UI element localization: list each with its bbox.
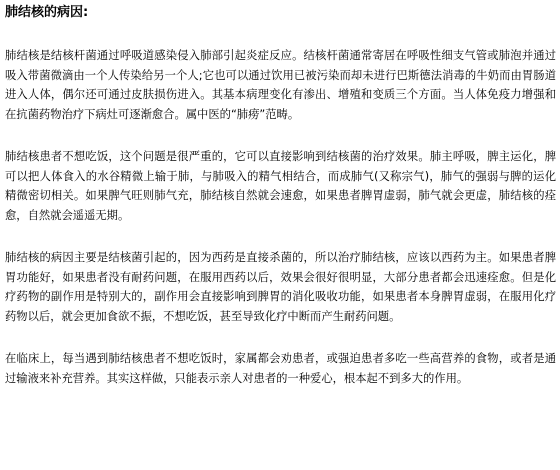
paragraph-clinical-practice: 在临床上，每当遇到肺结核患者不想吃饭时，家属都会劝患者，或强迫患者多吃一些高营养的食物，或者是通过输液来补充营养。其实这样做，只能表示亲人对患者的一种爱心，根本起不到多大的作用。	[5, 352, 556, 385]
paragraph-cause-overview: 肺结核是结核杆菌通过呼吸道感染侵入肺部引起炎症反应。结核杆菌通常寄居在呼吸性细支气管或肺泡并通过吸入带菌微滴由一个人传染给另一个人;它也可以通过饮用已被污染而却未进行巴斯德法消毒的牛奶而由胃肠道进入人体，偶尔还可通过皮肤损伤进入。其基本病理变化有渗出、增殖和变质三个方面。当人体免疫力增强和在抗菌药物治疗下病灶可逐渐愈合。属中医的“肺痨”范畴。	[5, 49, 556, 121]
paragraph-appetite-spleen-lung: 肺结核患者不想吃饭，这个问题是很严重的，它可以直接影响到结核菌的治疗效果。肺主呼吸，脾主运化，脾可以把人体食入的水谷精微上输于肺，与肺吸入的精气相结合，而成肺气(又称宗气)，肺气的强弱与脾的运化精微密切相关。如果脾气旺则肺气充，肺结核自然就会速愈，如果患者脾胃虚弱，肺气就会更虚，肺结核的痊愈，自然就会遥遥无期。	[5, 150, 556, 222]
paragraph-western-medicine: 肺结核的病因主要是结核菌引起的，因为西药是直接杀菌的，所以治疗肺结核，应该以西药为主。如果患者脾胃功能好，如果患者没有耐药问题，在服用西药以后，效果会很好很明显，大部分患者都会迅速痊愈。但是化疗药物的副作用是特别大的，副作用会直接影响到脾胃的消化吸收功能，如果患者本身脾胃虚弱，在服用化疗药物以后，就会更加食欲不振，不想吃饭，甚至导致化疗中断而产生耐药问题。	[5, 251, 556, 323]
article-title: 肺结核的病因:	[5, 5, 89, 20]
